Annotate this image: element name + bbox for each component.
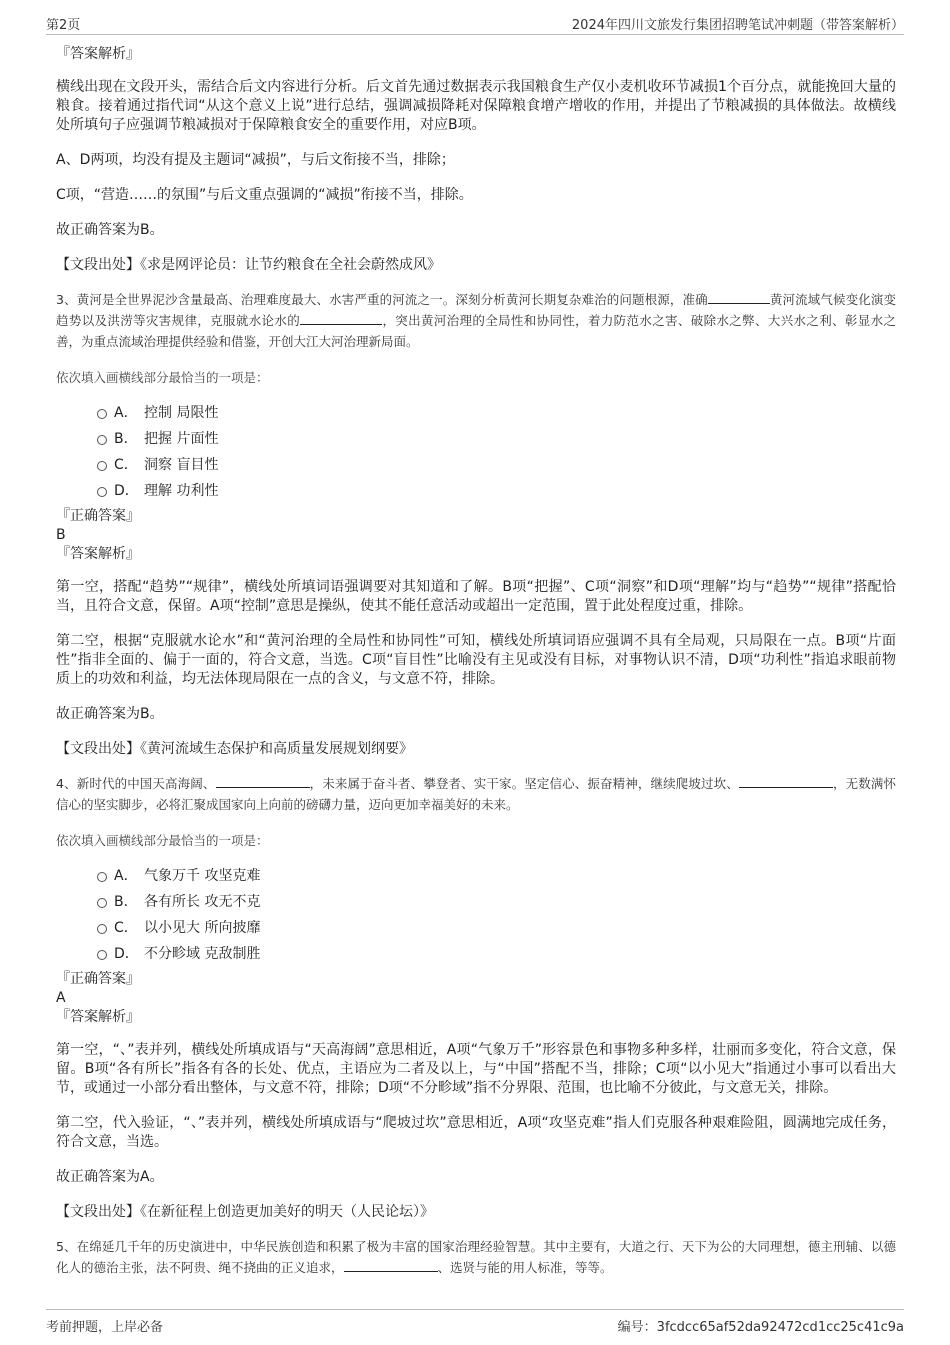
analysis-paragraph: A、D两项，均没有提及主题词“减损”，与后文衔接不当，排除； — [56, 152, 455, 168]
radio-button-icon[interactable] — [97, 924, 107, 934]
radio-button-icon[interactable] — [97, 487, 107, 497]
answer-conclusion: 故正确答案为B。 — [56, 706, 164, 722]
analysis-label: 『答案解析』 — [56, 46, 140, 62]
question-prompt: 依次填入画横线部分最恰当的一项是： — [56, 833, 269, 848]
source-title: 《求是网评论员：让节约粮食在全社会蔚然成风》 — [140, 257, 441, 273]
source-title: 《在新征程上创造更加美好的明天（人民论坛）》 — [140, 1204, 434, 1220]
radio-button-icon[interactable] — [97, 898, 107, 908]
option-a[interactable]: A． 控制 局限性 — [56, 400, 896, 426]
question-prompt: 依次填入画横线部分最恰当的一项是： — [56, 370, 269, 385]
option-b[interactable]: B． 各有所长 攻无不克 — [56, 889, 896, 915]
option-d[interactable]: D． 理解 功利性 — [56, 478, 896, 504]
correct-answer-label: 『正确答案』 — [56, 971, 140, 987]
fill-blank — [300, 311, 382, 325]
source-line — [56, 256, 896, 275]
radio-button-icon[interactable] — [97, 461, 107, 471]
option-list — [56, 400, 896, 504]
source-label: 【文段出处】 — [56, 1204, 140, 1220]
source-line — [56, 740, 896, 759]
option-a[interactable]: A． 气象万千 攻坚克难 — [56, 863, 896, 889]
document-title: 2024年四川文旅发行集团招聘笔试冲刺题（带答案解析） — [571, 18, 904, 33]
answer-conclusion: 故正确答案为B。 — [56, 222, 164, 238]
option-b[interactable]: B． 把握 片面性 — [56, 426, 896, 452]
document-id: 编号：3fcdcc65af52da92472cd1cc25c41c9a — [617, 1320, 904, 1335]
analysis-label: 『答案解析』 — [56, 1009, 140, 1025]
fill-blank — [739, 774, 833, 788]
analysis-paragraph: 第二空，代入验证，“、”表并列，横线处所填成语与“爬坡过坎”意思相近，A项“攻坚克难”指人们克服各种艰难险阻，圆满地完成任务，符合文意，当选。 — [56, 1115, 896, 1150]
radio-button-icon[interactable] — [97, 409, 107, 419]
footer-slogan: 考前押题，上岸必备 — [46, 1320, 164, 1335]
analysis-paragraph: C项，“营造……的氛围”与后文重点强调的“减损”衔接不当，排除。 — [56, 187, 473, 203]
source-line — [56, 1203, 896, 1222]
source-title: 《黄河流域生态保护和高质量发展规划纲要》 — [140, 741, 413, 757]
radio-button-icon[interactable] — [97, 950, 107, 960]
document-body — [56, 44, 896, 1278]
option-list — [56, 863, 896, 967]
source-label: 【文段出处】 — [56, 741, 140, 757]
page-footer — [46, 1309, 904, 1336]
fill-blank — [216, 774, 310, 788]
correct-answer-label: 『正确答案』 — [56, 508, 140, 524]
analysis-paragraph: 第一空，搭配“趋势”“规律”，横线处所填词语强调要对其知道和了解。B项“把握”、C项“洞察”和D项“理解”均与“趋势”“规律”搭配恰当，且符合文意，保留。A项“控制”意思是操纵，使其不能任意活动或超出一定范围，置于此处程度过重，排除。 — [56, 579, 896, 614]
analysis-label: 『答案解析』 — [56, 546, 140, 562]
correct-answer: B — [56, 527, 66, 543]
question-stem: 5、在绵延几千年的历史演进中，中华民族创造和积累了极为丰富的国家治理经验智慧。其中主要有，大道之行、天下为公的大同理想，德主刑辅、以德化人的德治主张，法不阿贵、绳不挠曲的正义追求， 、选贤与能的用人标准，等等。 — [56, 1239, 896, 1275]
source-label: 【文段出处】 — [56, 257, 140, 273]
question-stem: 3、黄河是全世界泥沙含量最高、治理难度最大、水害严重的河流之一。深刻分析黄河长期复杂难治的问题根源，准确 黄河流域气候变化演变趋势以及洪涝等灾害规律，克服就水论水的 ，突出黄河治理的全局性和协同性，着力防范水之害、破除水之弊、大兴水之利、彰显水之善，为重点流域治理提供经验和借鉴，开创大江大河治理新局面。 — [56, 292, 896, 349]
question-stem: 4、新时代的中国天高海阔、 ，未来属于奋斗者、攀登者、实干家。坚定信心、振奋精神，继续爬坡过坎、 ，无数满怀信心的坚实脚步，必将汇聚成国家向上向前的磅礴力量，迈向更加幸福美好的未来。 — [56, 776, 896, 812]
page-number: 第2页 — [46, 18, 81, 33]
radio-button-icon[interactable] — [97, 435, 107, 445]
analysis-paragraph: 第二空，根据“克服就水论水”和“黄河治理的全局性和协同性”可知，横线处所填词语应强调不具有全局观，只局限在一点。B项“片面性”指非全面的、偏于一面的，符合文意，当选。C项“盲目性”比喻没有主见或没有目标，对事物认识不清，D项“功利性”指追求眼前物质上的功效和利益，均无法体现局限在一点的含义，与文意不符，排除。 — [56, 633, 896, 687]
correct-answer: A — [56, 990, 66, 1006]
option-c[interactable]: C． 以小见大 所向披靡 — [56, 915, 896, 941]
option-c[interactable]: C． 洞察 盲目性 — [56, 452, 896, 478]
fill-blank — [344, 1258, 438, 1272]
page-header — [46, 12, 904, 35]
analysis-paragraph: 横线出现在文段开头，需结合后文内容进行分析。后文首先通过数据表示我国粮食生产仅小麦机收环节减损1个百分点，就能挽回大量的粮食。接着通过指代词“从这个意义上说”进行总结，强调减损降耗对保障粮食增产增收的作用，并提出了节粮减损的具体做法。故横线处所填句子应强调节粮减损对于保障粮食安全的重要作用，对应B项。 — [56, 79, 896, 133]
fill-blank — [708, 290, 770, 304]
answer-conclusion: 故正确答案为A。 — [56, 1169, 164, 1185]
radio-button-icon[interactable] — [97, 872, 107, 882]
option-d[interactable]: D． 不分畛域 克敌制胜 — [56, 941, 896, 967]
analysis-paragraph: 第一空，“、”表并列，横线处所填成语与“天高海阔”意思相近，A项“气象万千”形容景色和事物多种多样，壮丽而多变化，符合文意，保留。B项“各有所长”指各有各的长处、优点，主语应为二者及以上，与“中国”搭配不当，排除；C项“以小见大”指通过小事可以看出大节，或通过一小部分看出整体，与文意不符，排除；D项“不分畛域”指不分界限、范围，也比喻不分彼此，与文意无关，排除。 — [56, 1042, 896, 1096]
